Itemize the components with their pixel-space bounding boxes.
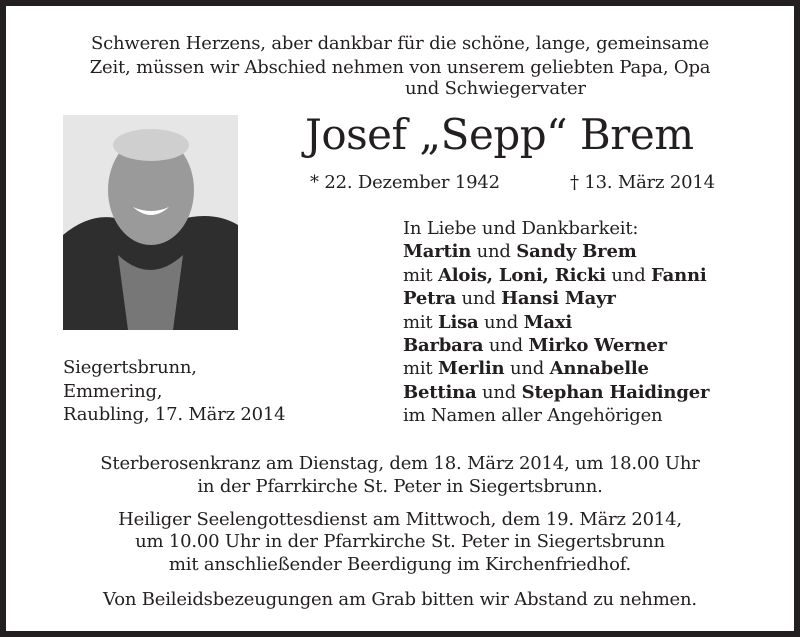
family-member-name: Alois, Loni, Ricki <box>437 264 606 286</box>
mass-line-3: mit anschließender Beerdigung im Kirchenfriedhof. <box>168 554 632 575</box>
intro-line-3: und Schwiegervater <box>405 78 586 99</box>
family-member-name: Martin <box>403 241 472 263</box>
family-line <box>403 357 709 380</box>
family-connector: und <box>476 381 522 403</box>
family-connector: und <box>471 241 517 263</box>
rosary-line-2: in der Pfarrkirche St. Peter in Siegertsbrunn. <box>197 476 603 497</box>
family-connector: mit <box>403 264 438 286</box>
family-member-name: Hansi Mayr <box>501 288 616 310</box>
family-member-name: Stephan Haidinger <box>521 381 710 403</box>
intro-line-1: Schweren Herzens, aber dankbar für die schöne, lange, gemeinsame <box>90 33 710 54</box>
family-closing: im Namen aller Angehörigen <box>403 405 663 427</box>
rosary-line-1: Sterberosenkranz am Dienstag, dem 18. März 2014, um 18.00 Uhr <box>100 453 700 474</box>
mass-line-1: Heiliger Seelengottesdienst am Mittwoch, dem 19. März 2014, <box>118 509 682 530</box>
family-member-name: Petra <box>403 288 456 310</box>
family-connector: und <box>455 288 502 310</box>
condolence-note: Von Beileidsbezeugungen am Grab bitten wir Abstand zu nehmen. <box>103 589 697 610</box>
family-member-name: Lisa <box>437 311 479 333</box>
family-line <box>403 264 709 287</box>
family-connector: und <box>483 335 529 357</box>
family-member-name: Annabelle <box>549 358 649 380</box>
family-member-name: Sandy Brem <box>516 241 637 263</box>
mass-line-2: um 10.00 Uhr in der Pfarrkirche St. Peter in Siegertsbrunn <box>135 531 665 552</box>
family-member-name: Barbara <box>403 335 484 357</box>
place-1: Siegertsbrunn, <box>63 357 197 378</box>
family-member-name: Maxi <box>523 311 572 333</box>
family-line <box>403 381 709 404</box>
portrait-photo <box>63 115 238 330</box>
family-connector: und <box>605 264 652 286</box>
birth-date: * 22. Dezember 1942 <box>310 172 500 193</box>
family-connector: mit <box>403 358 438 380</box>
death-date: † 13. März 2014 <box>570 172 715 193</box>
family-member-name: Mirko Werner <box>528 335 667 357</box>
place-2: Emmering, <box>63 381 163 402</box>
family-line <box>403 334 709 357</box>
place-date: Raubling, 17. März 2014 <box>63 404 286 425</box>
family-connector: und <box>478 311 524 333</box>
family-line <box>403 287 709 310</box>
family-member-name: Fanni <box>651 264 707 286</box>
family-member-name: Bettina <box>403 381 477 403</box>
family-connector: und <box>504 358 550 380</box>
family-list <box>403 217 709 428</box>
family-line <box>403 240 709 263</box>
deceased-name: Josef „Sepp“ Brem <box>305 110 694 159</box>
family-member-name: Merlin <box>437 358 505 380</box>
family-line <box>403 311 709 334</box>
intro-line-2: Zeit, müssen wir Abschied nehmen von unserem geliebten Papa, Opa <box>89 57 711 78</box>
family-heading: In Liebe und Dankbarkeit: <box>403 218 639 239</box>
family-connector: mit <box>403 311 438 333</box>
